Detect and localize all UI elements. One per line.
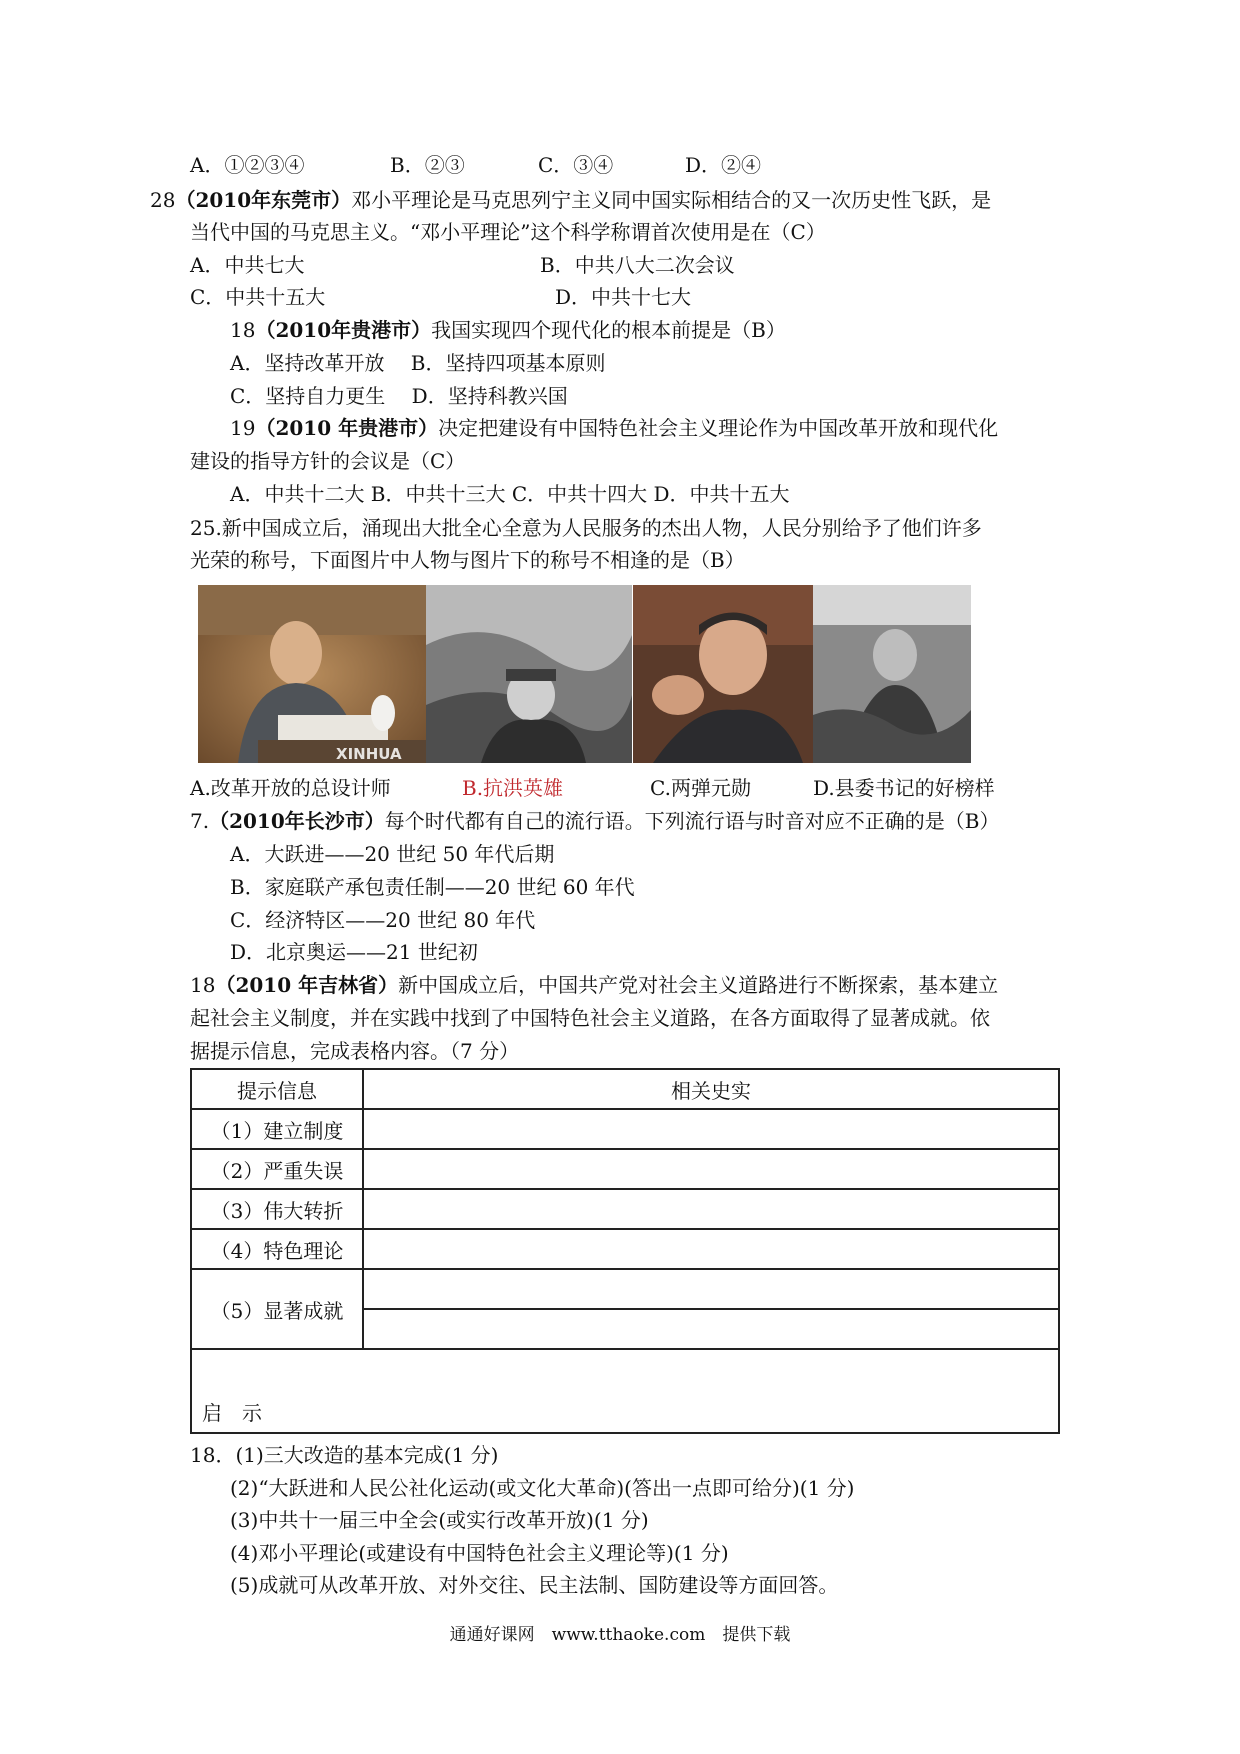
hint-table bbox=[190, 1068, 1060, 1434]
answers-line1 bbox=[190, 1440, 498, 1470]
q18j-number: 18 bbox=[190, 973, 216, 997]
q19g-line bbox=[230, 413, 998, 443]
q25-stem: 25.新中国成立后，涌现出大批全心全意为人民服务的杰出人物，人民分别给予了他们许多 bbox=[190, 516, 982, 540]
q18g-number: 18 bbox=[230, 318, 256, 342]
q18g-stem: 我国实现四个现代化的根本前提是（B） bbox=[431, 318, 786, 342]
q7-option-a: A．大跃进——20 世纪 50 年代后期 bbox=[230, 842, 555, 866]
q7-source: （2010年长沙市） bbox=[209, 809, 385, 833]
q7-option-b: B．家庭联产承包责任制——20 世纪 60 年代 bbox=[230, 875, 635, 899]
table-row bbox=[191, 1189, 1059, 1229]
q18g-options-cd: C．坚持自力更生 D．坚持科教兴国 bbox=[230, 384, 568, 408]
table-row-answer-field[interactable] bbox=[363, 1309, 1059, 1349]
answer-2: (2)“大跃进和人民公社化运动(或文化大革命)(答出一点即可给分)(1 分) bbox=[230, 1476, 855, 1500]
q18j-stem-end: 据提示信息，完成表格内容。（7 分） bbox=[190, 1039, 520, 1063]
caption-b: B.抗洪英雄 bbox=[462, 776, 564, 800]
q18j-stem-cont: 起社会主义制度，并在实践中找到了中国特色社会主义道路，在各方面取得了显著成就。依 bbox=[190, 1006, 990, 1030]
q25-stem-cont: 光荣的称号，下面图片中人物与图片下的称号不相逢的是（B） bbox=[190, 548, 745, 572]
table-row-answer-field[interactable] bbox=[363, 1189, 1059, 1229]
q7-option-d: D．北京奥运——21 世纪初 bbox=[230, 940, 478, 964]
q19g-stem-cont: 建设的指导方针的会议是（C） bbox=[190, 449, 466, 473]
q28-option-c: C．中共十五大 bbox=[190, 285, 326, 309]
q28-option-d: D．中共十七大 bbox=[555, 285, 692, 309]
q28-source: （2010年东莞市） bbox=[175, 188, 352, 212]
q7-stem: 每个时代都有自己的流行语。下列流行语与时音对应不正确的是（B） bbox=[384, 809, 1000, 833]
q28-stem-cont: 当代中国的马克思主义。“邓小平理论”这个科学称谓首次使用是在（C） bbox=[190, 220, 826, 244]
table-header-row bbox=[191, 1069, 1059, 1109]
photo-watermark: XINHUA bbox=[336, 745, 402, 763]
q28-option-a: A．中共七大 bbox=[190, 253, 305, 277]
q18g-options-ab: A．坚持改革开放 B．坚持四项基本原则 bbox=[230, 351, 606, 375]
table-header-facts: 相关史实 bbox=[363, 1069, 1059, 1109]
table-row-label: （5）显著成就 bbox=[191, 1269, 363, 1349]
q28-option-b: B．中共八大二次会议 bbox=[540, 253, 735, 277]
caption-c: C.两弹元勋 bbox=[650, 776, 751, 800]
q19g-options: A．中共十二大 B．中共十三大 C．中共十四大 D．中共十五大 bbox=[230, 482, 790, 506]
table-row-label: （4）特色理论 bbox=[191, 1229, 363, 1269]
table-row-answer-field[interactable] bbox=[363, 1269, 1059, 1309]
table-row-answer-field[interactable] bbox=[363, 1109, 1059, 1149]
q7-number: 7. bbox=[190, 809, 210, 833]
page-footer: 通通好课网 www.tthaoke.com 提供下载 bbox=[449, 1625, 791, 1645]
q28-line1 bbox=[150, 185, 991, 215]
table-row-label: （1）建立制度 bbox=[191, 1109, 363, 1149]
q18g-line bbox=[230, 315, 786, 345]
answer-4: (4)邓小平理论(或建设有中国特色社会主义理论等)(1 分) bbox=[230, 1541, 729, 1565]
table-footer-label: 启 示 bbox=[202, 1401, 262, 1425]
q28-stem: 邓小平理论是马克思列宁主义同中国实际相结合的又一次历史性飞跃，是 bbox=[351, 188, 992, 212]
answer-3: (3)中共十一届三中全会(或实行改革开放)(1 分) bbox=[230, 1508, 649, 1532]
q7-option-c: C．经济特区——20 世纪 80 年代 bbox=[230, 908, 536, 932]
table-row-answer-field[interactable] bbox=[363, 1149, 1059, 1189]
q19g-stem: 决定把建设有中国特色社会主义理论作为中国改革开放和现代化 bbox=[438, 416, 999, 440]
option-b: B．②③ bbox=[390, 153, 465, 177]
option-d: D．②④ bbox=[685, 153, 762, 177]
q19g-source: （2010 年贵港市） bbox=[255, 416, 439, 440]
table-row-label: （3）伟大转折 bbox=[191, 1189, 363, 1229]
q19g-number: 19 bbox=[230, 416, 256, 440]
q18j-source: （2010 年吉林省） bbox=[215, 973, 399, 997]
answer-5: (5)成就可从改革开放、对外交往、民主法制、国防建设等方面回答。 bbox=[230, 1573, 839, 1597]
answers-label: 18． bbox=[190, 1443, 236, 1467]
table-row-label: （2）严重失误 bbox=[191, 1149, 363, 1189]
q18j-stem: 新中国成立后，中国共产党对社会主义道路进行不断探索，基本建立 bbox=[398, 973, 999, 997]
table-row bbox=[191, 1109, 1059, 1149]
q18g-source: （2010年贵港市） bbox=[255, 318, 432, 342]
q28-number: 28 bbox=[150, 188, 176, 212]
answer-1: (1)三大改造的基本完成(1 分) bbox=[235, 1443, 499, 1467]
caption-d: D.县委书记的好榜样 bbox=[813, 776, 995, 800]
photo-flood-hero bbox=[426, 585, 632, 763]
caption-a: A.改革开放的总设计师 bbox=[190, 776, 391, 800]
table-row bbox=[191, 1149, 1059, 1189]
table-header-hint: 提示信息 bbox=[191, 1069, 363, 1109]
photo-deng-xiaoping bbox=[198, 585, 426, 763]
q18j-line bbox=[190, 970, 998, 1000]
table-footer-field[interactable] bbox=[191, 1349, 1059, 1433]
photo-scientist bbox=[633, 585, 813, 763]
photo-county-secretary bbox=[813, 585, 971, 763]
table-row-answer-field[interactable] bbox=[363, 1229, 1059, 1269]
table-row bbox=[191, 1269, 1059, 1309]
table-footer-row bbox=[191, 1349, 1059, 1433]
option-a: A．①②③④ bbox=[190, 153, 305, 177]
table-row bbox=[191, 1229, 1059, 1269]
option-c: C．③④ bbox=[538, 153, 614, 177]
q7-line bbox=[190, 806, 999, 836]
